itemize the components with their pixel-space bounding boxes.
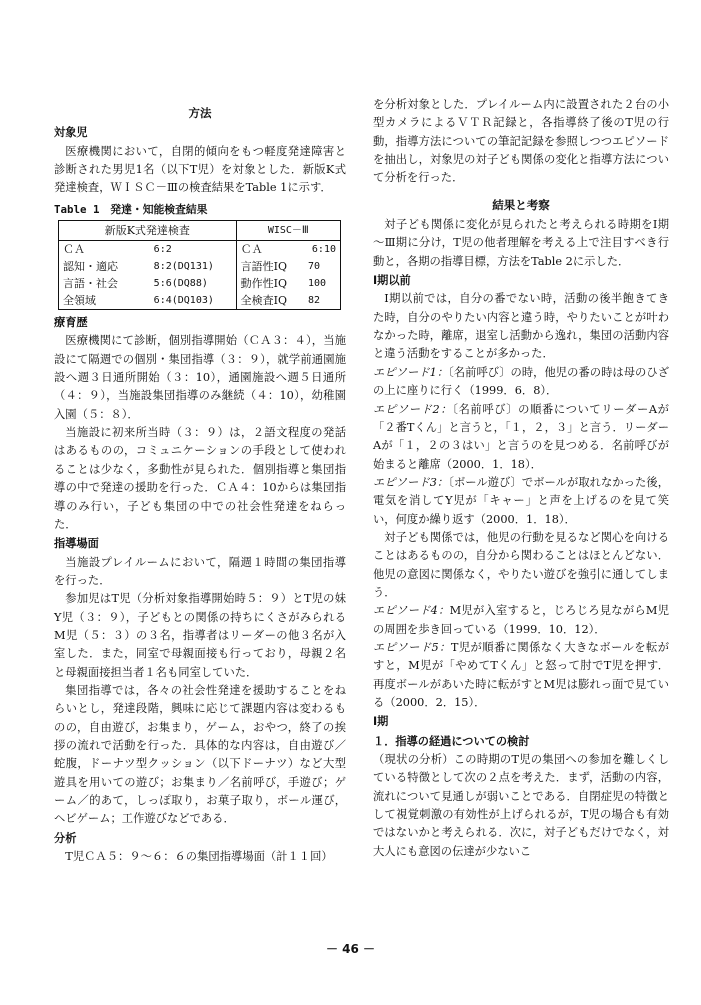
k-value: 6:4(DQ103) — [153, 295, 214, 307]
results-text: 対子ども関係に変化が見られたと考えられる時期をⅠ期～Ⅲ期に分け，T児の他者理解を考える上で注目すべき行動と，各期の指導目標，方法をTable 2に示した． — [373, 218, 669, 268]
subject-text: 医療機関において，自閉的傾向をもつ軽度発達障害と診断された男児1名（以下T児）を対象とした．新版K式発達検査，ＷＩＳＣ－Ⅲの検査結果をTable 1に示す． — [54, 144, 346, 195]
table-row — [59, 275, 341, 292]
pre-period1-heading: Ⅰ期以前 — [373, 274, 411, 288]
k-value: 6:2 — [153, 244, 172, 256]
history-heading: 療育歴 — [54, 316, 88, 330]
k-value: 5:6(DQ88) — [153, 278, 208, 290]
right-column — [373, 96, 669, 861]
w-label: 全検査IQ — [240, 294, 288, 308]
subject-heading: 対象児 — [54, 126, 88, 140]
w-value: 82 — [308, 295, 321, 307]
episode-text: 〔名前呼び〕の時，他児の番の時は母のひざの上に座りに行く（1999．6．8）． — [373, 365, 669, 398]
episode-4 — [373, 602, 669, 639]
scene-paragraph: 集団指導では，各々の社会性発達を援助することをねらいとし，発達段階，興味に応じて課題内容は変わるものの，自由遊び，お集まり，ゲーム，おやつ，終了の挨拶の流れで活動を行った．具体的な内容は，自由遊び／蛇腹，ドーナツ型クッション（以下ドーナツ）など大型遊具を用いての遊び；お集まり／名前呼び，手遊び；ゲーム／的あて，しっぽ取り，お菓子取り，ボール運び，ヘビゲーム；工作遊びなどである． — [54, 683, 346, 826]
episode-label: エピソード4： — [373, 604, 450, 618]
period1-text: （現状の分析）この時期のT児の集団への参加を難しくしている特徴として次の２点を考えた．まず，活動の内容，流れについて見通しが弱いことである．自閉症児の特徴として視覚刺激の有効性が上げられるが，T児の場合も有効ではないかと考えられる．次に，対子どもだけでなく，対大人にも意図の伝達が少ないこ — [373, 753, 669, 858]
episode-label: エピソード2： — [373, 402, 453, 416]
scene-paragraph: 当施設プレイルームにおいて，隔週１時間の集団指導を行った． — [54, 555, 346, 587]
table-row — [59, 258, 341, 275]
k-label: 認知・適応 — [63, 260, 118, 274]
k-label: ＣＡ — [63, 243, 85, 257]
period1-heading: Ⅰ期 — [373, 715, 389, 729]
k-label: 全領域 — [63, 294, 96, 308]
episode-text: T児が順番に関係なく大きなボールを転がすと，M児が「やめてTくん」と怒って肘でT児を押す．再度ボールがあいた時に転がすとM児は膨れっ面で見ている（2000．2．15）． — [373, 640, 669, 709]
scene-heading: 指導場面 — [54, 537, 99, 551]
k-label: 言語・社会 — [63, 277, 118, 291]
continued-text: を分析対象とした．プレイルーム内に設置された２台の小型カメラによるＶＴＲ記録と，各指導終了後のT児の行動，指導方法についての筆記記録を参照しつつエピソードを抽出し，対象児の対子ども関係の変化と指導方法について分析を行った． — [373, 98, 669, 185]
episode-text: 〔名前呼び〕の順番についてリーダーAが「２番Tくん」と言うと，「１，２，３」と言う．リーダーAが「１，２の３はい」と言うのを見つめる．名前呼びが始まると離席（2000．1．18）． — [373, 402, 669, 471]
history-paragraph: 医療機関にて診断，個別指導開始（ＣＡ３：４），当施設にて隔週での個別・集団指導（３：９），就学前通園施設へ週３日通所開始（３：10），通園施設へ週５日通所（４：９），当施設集団指導のみ継続（４：10），幼稚園入園（５：８）． — [54, 334, 346, 421]
scene-paragraph: 参加児はT児（分析対象指導開始時５：９）とT児の妹Y児（３：９），子どもとの関係の持ちにくさがみられるM児（５：３）の３名，指導者はリーダーの他３名が入室した．また，同室で母親面接も行っており，母親２名と母親面接担当者１名も同室していた． — [54, 592, 346, 679]
w-value: 100 — [308, 278, 327, 290]
w-label: ＣＡ — [240, 243, 263, 257]
episode-label: エピソード1： — [373, 365, 449, 379]
analysis-text: T児ＣＡ５：９～６：６の集団指導場面（計１１回） — [65, 850, 333, 864]
history-paragraph: 当施設に初来所当時（３：９）は，２語文程度の発話はあるものの，コミュニケーションの手段として使われることは少なく，多動性が見られた．個別指導と集団指導の中で発達の援助を行った．ＣＡ４：10からは集団指導のみ行い，子ども集団の中での社会性発達をねらった． — [54, 426, 346, 531]
left-column — [54, 104, 346, 866]
w-value: 6:10 — [311, 244, 336, 256]
w-label: 言語性IQ — [240, 260, 288, 274]
period1-subheading: １．指導の経過についての検討 — [373, 734, 530, 748]
episode-3 — [373, 474, 669, 529]
analysis-heading: 分析 — [54, 831, 77, 845]
table-header-k: 新版K式発達検査 — [59, 221, 237, 241]
relation-text: 対子ども関係では，他児の行動を見るなど関心を向けることはあるものの，自分から関わることはほとんどない．他児の意図に関係なく，やりたい遊びを強引に通してしまう． — [373, 530, 669, 599]
table-header-row — [59, 221, 341, 241]
w-value: 70 — [308, 261, 321, 273]
table-row — [59, 292, 341, 310]
table-header-w: WISC－Ⅲ — [236, 221, 340, 241]
pre-period1-text: Ⅰ期以前では，自分の番でない時，活動の後半飽きてきた時，自分のやりたい内容と違う時，やりたいことが叶わなかった時，離席，退室し活動から逸れ，集団の活動内容と違う活動をすることが多かった． — [373, 292, 669, 361]
table-caption: Table 1 発達・知能検査結果 — [54, 202, 208, 216]
test-results-table — [58, 220, 341, 310]
k-value: 8:2(DQ131) — [153, 261, 214, 273]
results-heading: 結果と考察 — [492, 197, 550, 212]
w-label: 動作性IQ — [240, 277, 288, 291]
episode-label: エピソード5： — [373, 640, 451, 654]
method-heading: 方法 — [188, 106, 212, 120]
page-number: － 46 － — [325, 942, 376, 956]
episode-5 — [373, 639, 669, 712]
episode-label: エピソード3： — [373, 475, 449, 489]
episode-2 — [373, 401, 669, 474]
episode-text: 〔ボール遊び〕でボールが取れなかった後，電気を消してY児が「キャー」と声を上げるのを見て笑い，何度か繰り返す（2000．1．18）． — [373, 475, 669, 526]
table-row — [59, 241, 341, 259]
episode-1 — [373, 364, 669, 401]
episode-text: M児が入室すると，じろじろ見ながらM児の周囲を歩き回っている（1999．10．12）． — [373, 604, 669, 636]
